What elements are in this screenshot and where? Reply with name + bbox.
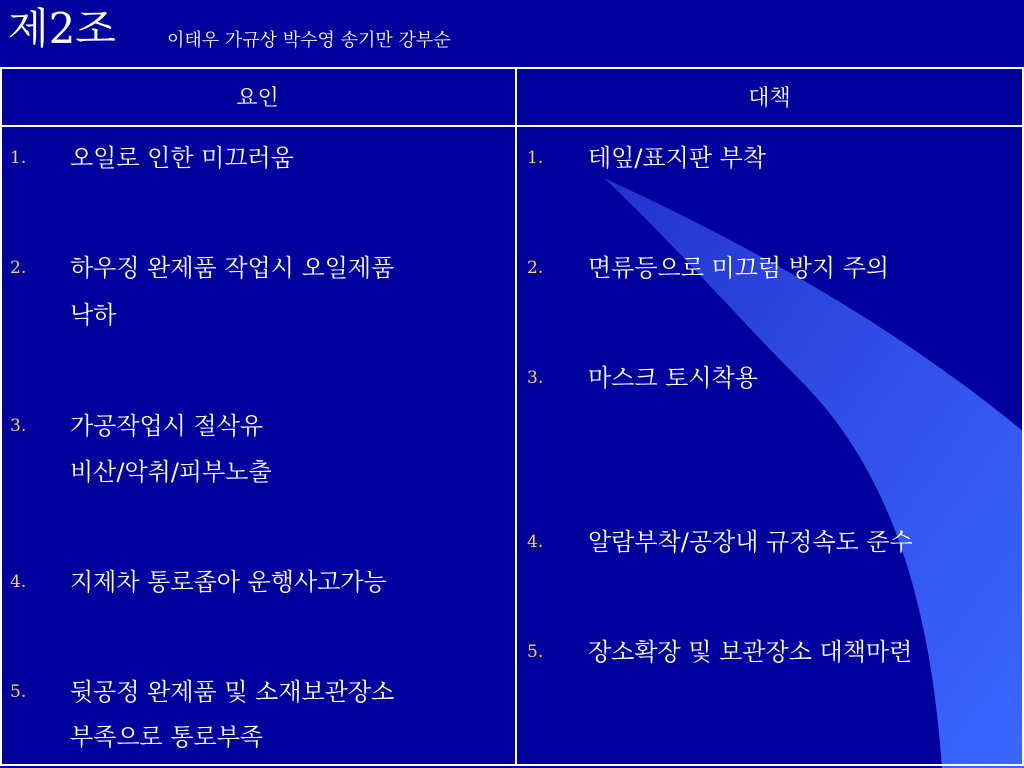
cause-text: 오일로 인한 미끄러움	[70, 144, 294, 172]
cause-number: 2.	[10, 258, 27, 278]
cause-text: 가공작업시 절삭유	[70, 412, 264, 440]
measure-text: 마스크 토시착용	[588, 364, 758, 392]
slide-title: 제2조	[8, 4, 116, 53]
header-causes-label: 요인	[236, 86, 279, 111]
table-left-border	[0, 67, 2, 766]
cause-number: 1.	[10, 148, 27, 168]
header-causes	[0, 67, 515, 126]
header-measures-label: 대책	[748, 86, 791, 111]
measure-number: 2.	[527, 258, 544, 278]
measure-number: 4.	[527, 532, 544, 552]
cause-number: 3.	[10, 416, 27, 436]
team-members: 이태우 가규상 박수영 송기만 강부순	[167, 30, 451, 51]
cause-text: 부족으로 통로부족	[70, 723, 264, 751]
cause-number: 4.	[10, 572, 27, 592]
cause-number: 5.	[10, 682, 27, 702]
cause-text: 하우징 완제품 작업시 오일제품	[70, 254, 395, 282]
table-column-divider	[515, 67, 517, 766]
measure-text: 장소확장 및 보관장소 대책마련	[588, 638, 913, 666]
cause-text: 낙하	[70, 301, 117, 329]
table-bottom-border	[0, 764, 1024, 766]
header-measures	[517, 67, 1022, 126]
cause-text: 뒷공정 완제품 및 소재보관장소	[70, 678, 395, 706]
measure-text: 면류등으로 미끄럼 방지 주의	[588, 254, 890, 282]
measure-text: 테잎/표지판 부착	[588, 144, 767, 172]
measure-text: 알람부착/공장내 규정속도 준수	[588, 528, 913, 556]
cause-text: 지제차 통로좁아 운행사고가능	[70, 568, 387, 596]
measure-number: 1.	[527, 148, 544, 168]
cause-text: 비산/악취/피부노출	[70, 458, 272, 486]
measure-number: 5.	[527, 642, 544, 662]
measure-number: 3.	[527, 368, 544, 388]
